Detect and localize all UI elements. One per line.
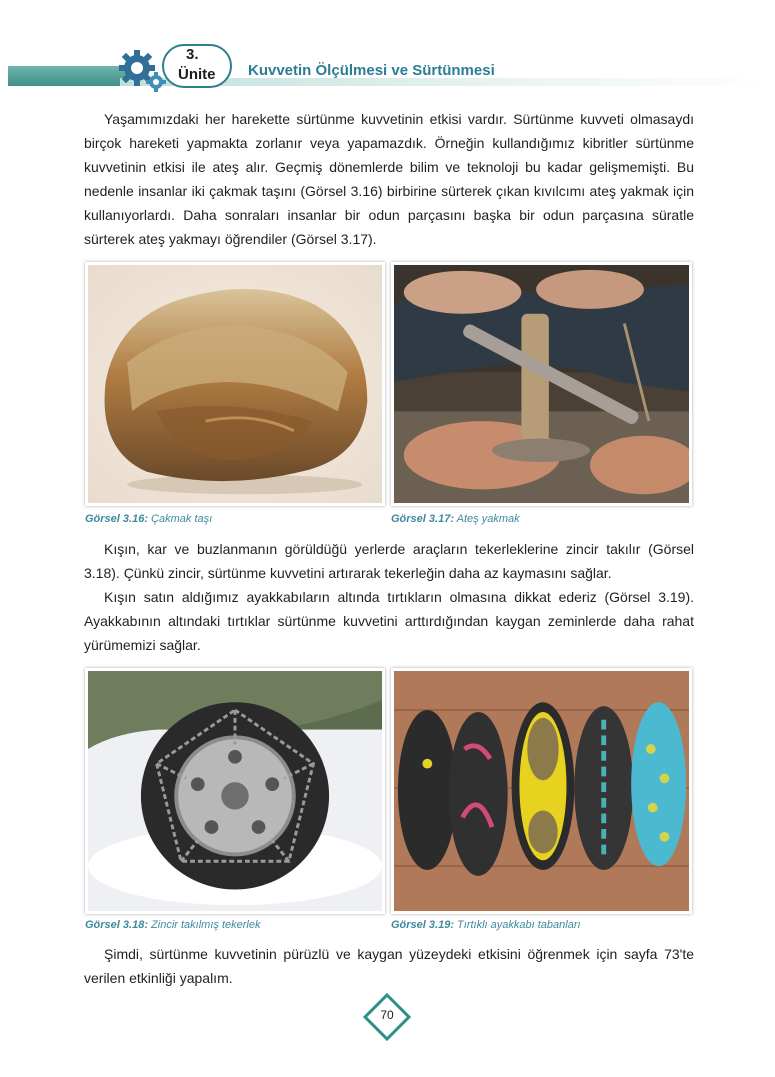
figure-caption-3-18: Görsel 3.18: Zincir takılmış tekerlek: [85, 919, 261, 931]
figure-chained-tire-image: [85, 668, 385, 914]
paragraph-2: Kışın, kar ve buzlanmanın görüldüğü yerlerde araçların tekerleklerine zincir takılır (Görsel 3.18). Çünkü zincir, sürtünme kuvvetini artırarak tekerleğin daha az kaymasını sağlar.: [84, 541, 694, 581]
figure-flint-stone-image: [85, 262, 385, 506]
figure-fire-making-image: [391, 262, 692, 506]
figure-caption-3-16: Görsel 3.16: Çakmak taşı: [85, 513, 213, 525]
paragraph-4: Şimdi, sürtünme kuvvetinin pürüzlü ve kaygan yüzeydeki etkisini öğrenmek için sayfa 73'te verilen etkinliği yapalım.: [84, 946, 694, 986]
unit-word: Ünite: [178, 66, 216, 83]
figure-shoe-soles-image: [391, 668, 692, 914]
paragraph-3: Kışın satın aldığımız ayakkabıların altında tırtıkların olmasına dikkat ederiz (Görsel 3.19). Ayakkabının altındaki tırtıklar sürtünme kuvvetini arttırdığından kaygan zeminlerde daha rahat yürümemizi sağlar.: [84, 589, 694, 653]
unit-number: 3.: [186, 46, 199, 63]
header-bar: [8, 66, 126, 86]
paragraph-1: Yaşamımızdaki her harekette sürtünme kuvvetinin etkisi vardır. Sürtünme kuvveti olmasaydı birçok hareketi yapmakta zorlanır veya yapamazdık. Örneğin kullandığımız kibritler sürtünme kuvvetinin etkisi ile ateş alır. Geçmiş dönemlerde bilim ve teknoloji bu kadar gelişmemişti. Bu nedenle insanlar iki çakmak taşını (Görsel 3.16) birbirine sürterek çıkan kıvılcımı ateş yakmak için kullanıyorlardı. Daha sonraları insanlar bir odun parçasını başka bir odun parçasına süratle sürterek ateş yakmayı öğrendiler (Görsel 3.17).: [84, 111, 694, 247]
figure-caption-3-19: Görsel 3.19: Tırtıklı ayakkabı tabanları: [391, 919, 581, 931]
page-number: 70: [380, 1008, 394, 1022]
page-title: Kuvvetin Ölçülmesi ve Sürtünmesi: [248, 62, 495, 79]
figure-caption-3-17: Görsel 3.17: Ateş yakmak: [391, 513, 520, 525]
